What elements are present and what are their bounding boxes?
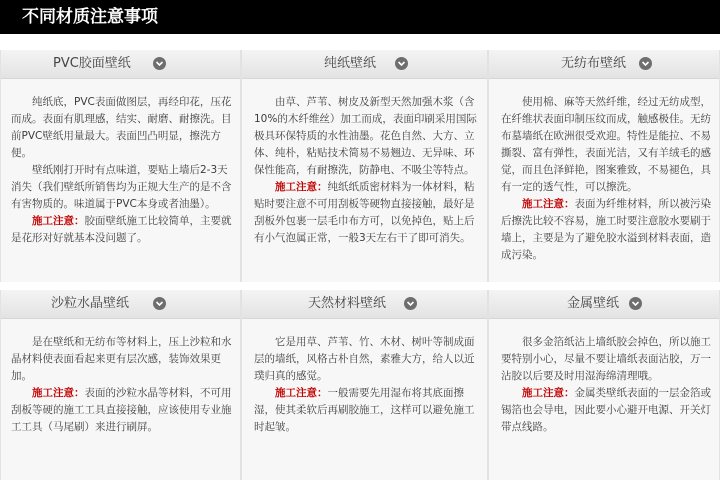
paragraph: 很多金箔纸沾上墙纸胶会掉色，所以施工要特别小心，尽量不要让墙纸表面沾胶，万一沾胶以后要及时用湿海绵清理哦。: [501, 336, 711, 382]
note-label: 施工注意：: [32, 215, 85, 227]
panel-header[interactable]: [242, 50, 487, 79]
note-text: 一般需要先用湿布将其底面擦湿，使其柔软后再刷胶施工，这样可以避免施工时起皱。: [254, 387, 475, 433]
construction-note: [11, 213, 232, 247]
title-bar: [0, 0, 720, 34]
panel-title: PVC胶面壁纸: [53, 56, 131, 71]
construction-note: [254, 179, 479, 247]
note-text: 纯纸纸质密材料为一体材料，粘贴时要注意不可用刮板等硬物直接接触，最好是刮板外包裹一层毛巾布方可，以免掉色，贴上后有小气泡属正常，一般3天左右干了即可消失。: [254, 181, 475, 244]
panel-sand-crystal-wallpaper: [0, 290, 241, 480]
panel-pvc-wallpaper: [0, 50, 241, 282]
chevron-down-icon[interactable]: [629, 297, 642, 310]
paragraph: 使用棉、麻等天然纤维，经过无纺成型，在纤维状表面印制压纹而成，触感极佳。无纺布墓墙纸在欧洲很受欢迎。特性是能拉、不易撕裂、富有弹性，表面光洁，又有羊绒毛的感觉，而且色泽鲜艳，图案雅致，不易褪色，具有一定的透气性，可以擦洗。: [501, 96, 711, 193]
note-label: 施工注意：: [522, 198, 575, 210]
chevron-down-icon[interactable]: [153, 57, 166, 70]
panel-natural-material-wallpaper: [241, 290, 488, 480]
panel-title: 无纺布壁纸: [561, 56, 627, 71]
chevron-down-icon[interactable]: [153, 297, 166, 310]
paragraph: 由草、芦苇、树皮及新型天然加强木浆（含10%的木纤维丝）加工而成，表面印刷采用国际极具环保特质的水性油墨。花色自然、大方、立体、纯朴，粘贴技术简易不易翘边、无异味、环保性能高，有耐擦洗，防静电、不吸尘等特点。: [254, 96, 477, 176]
paragraph: 纯纸底，PVC表面做图层，再经印花，压花而成。表面有肌理感，结实、耐磨、耐擦洗。目前PVC壁纸用量最大。表面凹凸明显，擦洗方便。: [11, 96, 232, 159]
panel-body: [11, 94, 232, 247]
paragraph: 它是用草、芦苇、竹、木材、树叶等制成面层的墙纸，风格古朴自然，素雅大方，给人以近璞归真的感觉。: [254, 336, 475, 382]
note-text: 胶面壁纸施工比较简单，主要就是花形对好就基本没问题了。: [11, 215, 232, 244]
panel-metallic-wallpaper: [488, 290, 720, 480]
panel-header[interactable]: [1, 290, 240, 319]
panel-title: 天然材料壁纸: [308, 296, 387, 311]
panel-header[interactable]: [489, 290, 719, 319]
chevron-down-icon[interactable]: [639, 57, 652, 70]
panel-nonwoven-wallpaper: [488, 50, 720, 282]
panel-header[interactable]: [1, 50, 240, 79]
paragraph: 壁纸刚打开时有点味道，要贴上墙后2-3天消失（我们壁纸所销售均为正规大生产的是不含有害物质的。味道属于PVC本身或者油墨）。: [11, 164, 232, 210]
title-spacer: [0, 34, 720, 50]
chevron-down-icon[interactable]: [404, 297, 417, 310]
panel-title: 金属壁纸: [567, 296, 620, 311]
construction-note: [501, 385, 713, 436]
panel-header[interactable]: [489, 50, 719, 79]
note-text: 表面的沙粒水晶等材料，不可用刮板等硬的施工工具直接接触，应该使用专业施工工具（马尾刷）来进行刷屏。: [11, 387, 232, 433]
panel-body: [254, 94, 479, 247]
note-label: 施工注意：: [275, 181, 328, 193]
chevron-down-icon[interactable]: [395, 57, 408, 70]
page-title: 不同材质注意事项: [22, 7, 158, 27]
panel-body: [11, 334, 232, 436]
panel-header[interactable]: [242, 290, 487, 319]
panel-body: [501, 334, 713, 436]
paragraph: 是在壁纸和无纺布等材料上，压上沙粒和水晶材料使表面看起来更有层次感，装饰效果更加。: [11, 336, 232, 382]
note-label: 施工注意：: [275, 387, 328, 399]
note-label: 施工注意：: [32, 387, 85, 399]
note-text: 表面为纤维材料，所以被污染后擦洗比较不容易，施工时要注意胶水要刷于墙上，主要是为了避免胶水溢到材料表面，造成污染。: [501, 198, 711, 261]
construction-note: [501, 196, 713, 264]
panel-title: 沙粒水晶壁纸: [51, 296, 130, 311]
panel-pure-paper-wallpaper: [241, 50, 488, 282]
note-text: 金属类壁纸表面的一层金箔或锡箔也会导电，因此要小心避开电源、开关灯带点线路。: [501, 387, 711, 433]
panel-title: 纯纸壁纸: [324, 56, 377, 71]
panel-body: [254, 334, 479, 436]
panel-body: [501, 94, 713, 264]
construction-note: [254, 385, 479, 436]
note-label: 施工注意：: [522, 387, 575, 399]
construction-note: [11, 385, 232, 436]
